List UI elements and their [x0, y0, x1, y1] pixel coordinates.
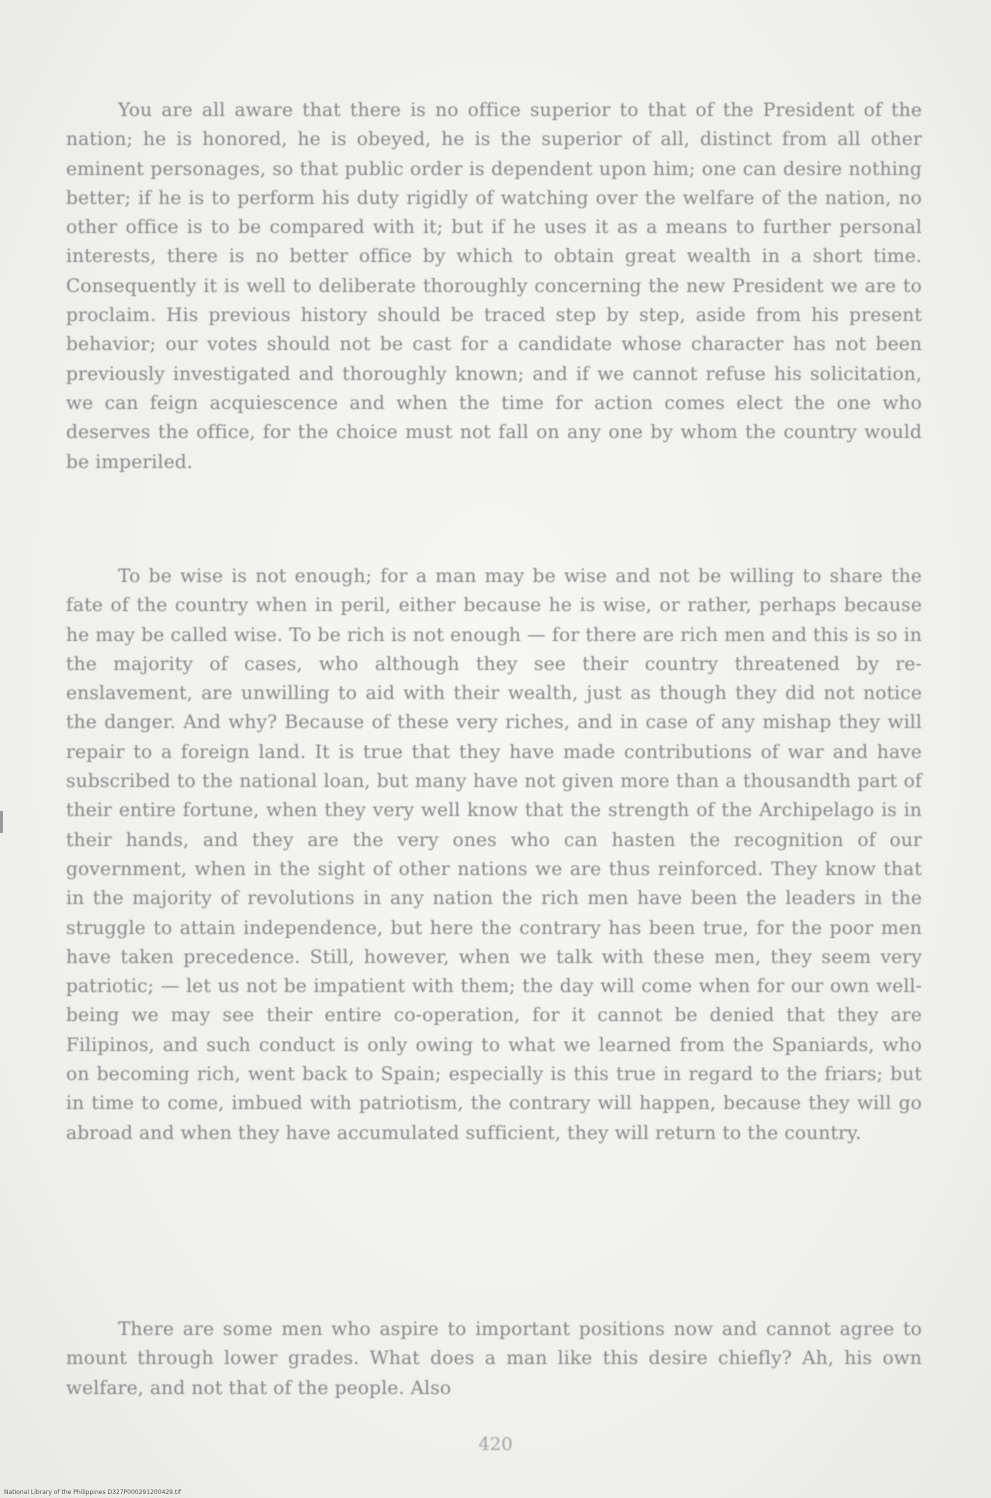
- body-paragraph-3: [66, 1315, 922, 1403]
- page-number: 420: [478, 1434, 513, 1455]
- body-paragraph-2: [66, 562, 922, 1148]
- scan-edge-mark: [0, 811, 3, 833]
- archive-footer: National Library of the Philippines D327P000291200429.tif: [4, 1489, 182, 1496]
- paragraph-text: You are all aware that there is no office superior to that of the President of the nation; he is honored, he is obeyed, he is the superior of all, distinct from all other eminent personages, so that public order is dependent upon him; one can desire nothing better; if he is to perform his duty rigidly of watching over the welfare of the nation, no other office is to be compared with it; but if he uses it as a means to further personal interests, there is no better office by which to obtain great wealth in a short time. Consequently it is well to deliberate thoroughly concerning the new President we are to proclaim. His previous history should be traced step by step, aside from his present behavior; our votes should not be cast for a candidate whose character has not been previously investigated and thoroughly known; and if we cannot refuse his solicitation, we can feign acquiescence and when the time for action comes elect the one who deserves the office, for the choice must not fall on any one by whom the country would be imperiled.: [66, 100, 922, 473]
- body-paragraph-1: [66, 96, 922, 477]
- paragraph-text: There are some men who aspire to important positions now and cannot agree to mount through lower grades. What does a man like this desire chiefly? Ah, his own welfare, and not that of the people. Also: [66, 1319, 922, 1399]
- paragraph-text: To be wise is not enough; for a man may be wise and not be willing to share the fate of the country when in peril, either because he is wise, or rather, perhaps because he may be called wise. To be rich is not enough — for there are rich men and this is so in the majority of cases, who although they see their country threatened by re-enslavement, are unwilling to aid with their wealth, just as though they did not notice the danger. And why? Because of these very riches, and in case of any mishap they will repair to a foreign land. It is true that they have made contributions of war and have subscribed to the national loan, but many have not given more than a thousandth part of their entire fortune, when they very well know that the strength of the Archipelago is in their hands, and they are the very ones who can hasten the recognition of our government, when in the sight of other nations we are thus reinforced. They know that in the majority of revolutions in any nation the rich men have been the leaders in the struggle to attain independence, but here the contrary has been true, for the poor men have taken precedence. Still, however, when we talk with these men, they seem very patriotic; — let us not be impatient with them; the day will come when for our own well-being we may see their entire co-operation, for it cannot be denied that they are Filipinos, and such conduct is only owing to what we learned from the Spaniards, who on becoming rich, went back to Spain; especially is this true in regard to the friars; but in time to come, imbued with patriotism, the contrary will happen, because they will go abroad and when they have accumulated sufficient, they will return to the country.: [66, 566, 922, 1144]
